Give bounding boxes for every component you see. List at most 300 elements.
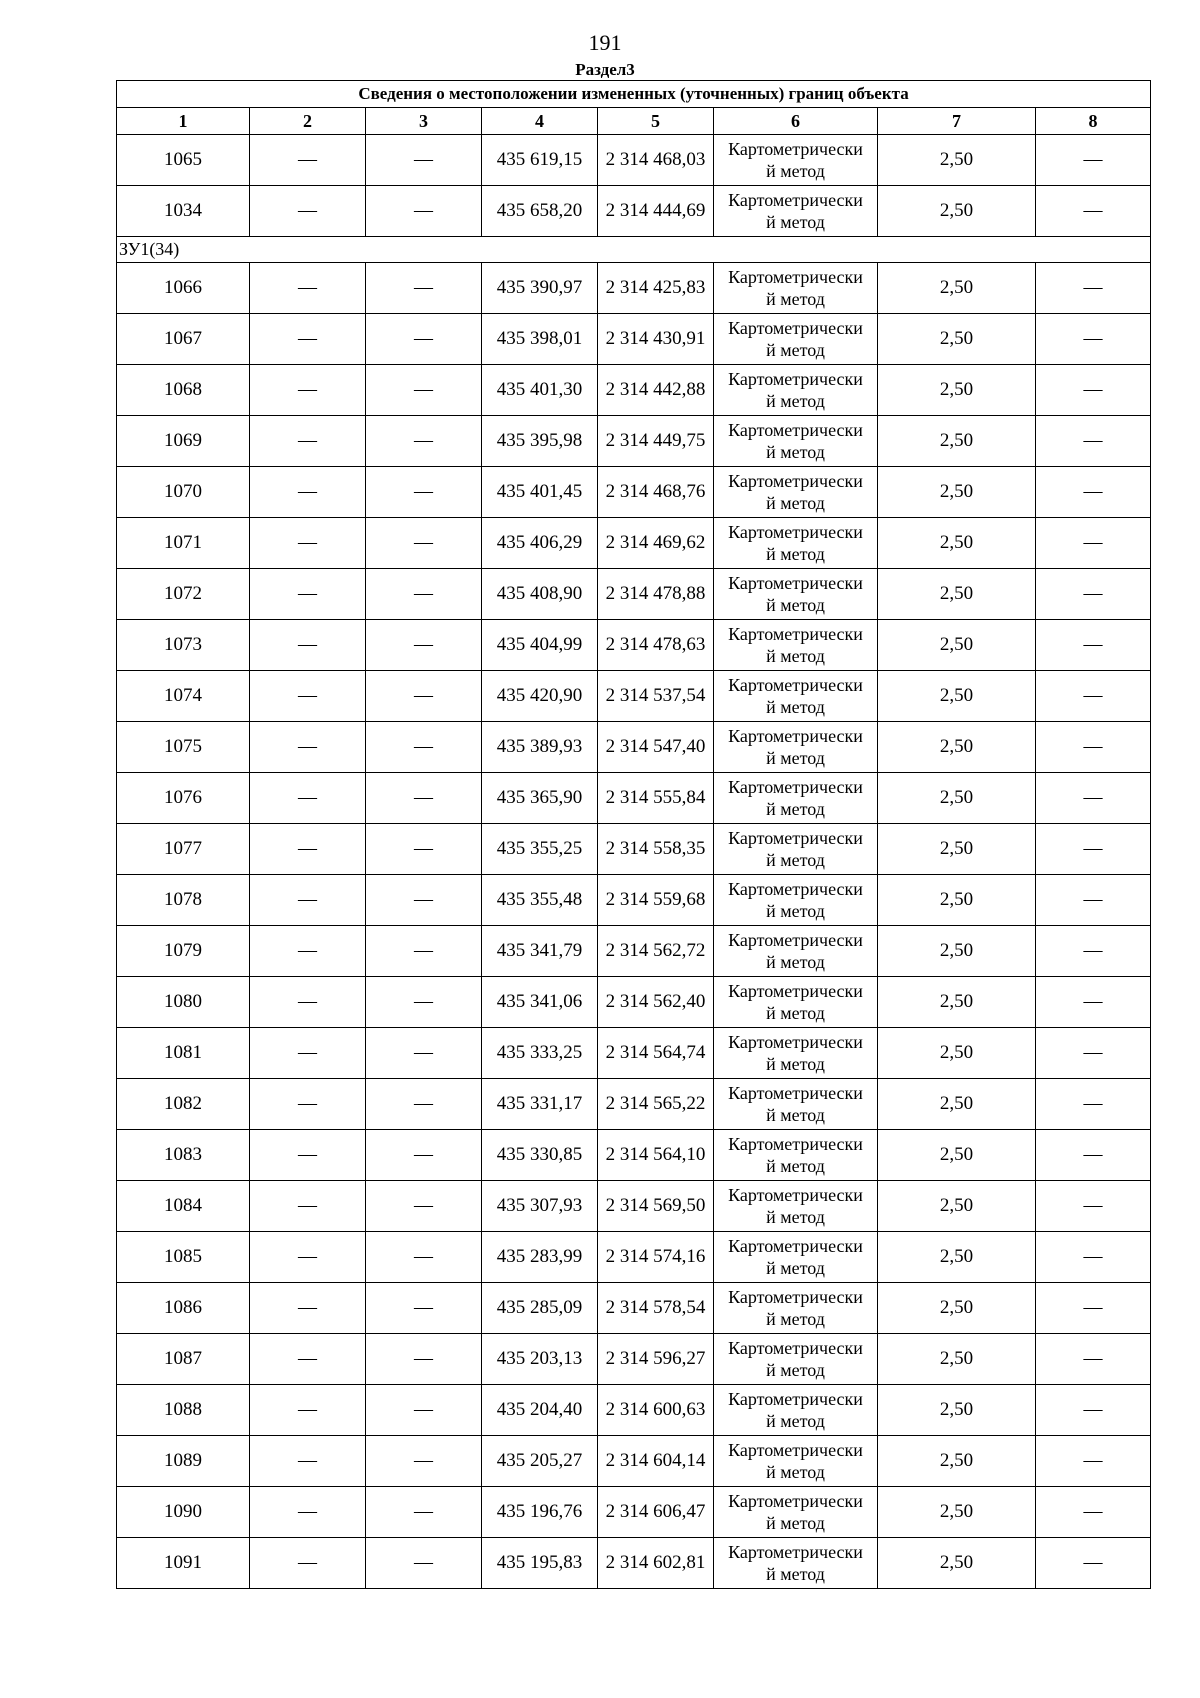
accuracy-cell: 2,50 bbox=[878, 1385, 1036, 1436]
y-coordinate-cell: 2 314 578,54 bbox=[598, 1283, 714, 1334]
y-coordinate-cell: 2 314 569,50 bbox=[598, 1181, 714, 1232]
x-coordinate-cell: 435 395,98 bbox=[482, 416, 598, 467]
method-text-line1: Картометрически bbox=[728, 1542, 863, 1562]
column-3-cell: — bbox=[366, 1079, 482, 1130]
y-coordinate-cell: 2 314 430,91 bbox=[598, 314, 714, 365]
method-cell bbox=[714, 416, 878, 467]
method-text-line1: Картометрически bbox=[728, 1185, 863, 1205]
method-text-line1: Картометрически bbox=[728, 981, 863, 1001]
table-row bbox=[117, 875, 1151, 926]
x-coordinate-cell: 435 401,45 bbox=[482, 467, 598, 518]
column-3-cell: — bbox=[366, 518, 482, 569]
point-number-cell: 1083 bbox=[117, 1130, 250, 1181]
point-number-cell: 1079 bbox=[117, 926, 250, 977]
method-cell bbox=[714, 467, 878, 518]
point-number-cell: 1072 bbox=[117, 569, 250, 620]
method-text-line2: й метод bbox=[766, 1411, 825, 1431]
accuracy-cell: 2,50 bbox=[878, 135, 1036, 186]
page-number: 191 bbox=[588, 30, 622, 55]
x-coordinate-cell: 435 658,20 bbox=[482, 186, 598, 237]
y-coordinate-cell: 2 314 558,35 bbox=[598, 824, 714, 875]
method-cell bbox=[714, 824, 878, 875]
method-text-line1: Картометрически bbox=[728, 1491, 863, 1511]
column-3-cell: — bbox=[366, 824, 482, 875]
method-text-line1: Картометрически bbox=[728, 1083, 863, 1103]
table-row bbox=[117, 773, 1151, 824]
column-2-cell: — bbox=[250, 263, 366, 314]
column-3-cell: — bbox=[366, 977, 482, 1028]
method-text-line2: й метод bbox=[766, 850, 825, 870]
column-2-cell: — bbox=[250, 1487, 366, 1538]
method-cell bbox=[714, 671, 878, 722]
method-cell bbox=[714, 977, 878, 1028]
method-text-line2: й метод bbox=[766, 212, 825, 232]
column-header: 2 bbox=[250, 108, 366, 135]
accuracy-cell: 2,50 bbox=[878, 416, 1036, 467]
point-number-cell: 1065 bbox=[117, 135, 250, 186]
point-number-cell: 1090 bbox=[117, 1487, 250, 1538]
column-2-cell: — bbox=[250, 1232, 366, 1283]
y-coordinate-cell: 2 314 547,40 bbox=[598, 722, 714, 773]
y-coordinate-cell: 2 314 564,74 bbox=[598, 1028, 714, 1079]
column-8-cell: — bbox=[1036, 1436, 1151, 1487]
column-2-cell: — bbox=[250, 1436, 366, 1487]
point-number-cell: 1074 bbox=[117, 671, 250, 722]
point-number-cell: 1073 bbox=[117, 620, 250, 671]
point-number-cell: 1068 bbox=[117, 365, 250, 416]
method-text-line2: й метод bbox=[766, 1462, 825, 1482]
column-3-cell: — bbox=[366, 1334, 482, 1385]
method-text-line2: й метод bbox=[766, 901, 825, 921]
y-coordinate-cell: 2 314 604,14 bbox=[598, 1436, 714, 1487]
column-2-cell: — bbox=[250, 1130, 366, 1181]
column-2-cell: — bbox=[250, 186, 366, 237]
method-cell bbox=[714, 1181, 878, 1232]
boundary-table bbox=[116, 80, 1151, 1589]
column-header: 3 bbox=[366, 108, 482, 135]
column-8-cell: — bbox=[1036, 518, 1151, 569]
column-8-cell: — bbox=[1036, 926, 1151, 977]
column-8-cell: — bbox=[1036, 1232, 1151, 1283]
point-number-cell: 1081 bbox=[117, 1028, 250, 1079]
method-cell bbox=[714, 1130, 878, 1181]
point-number-cell: 1086 bbox=[117, 1283, 250, 1334]
method-text-line1: Картометрически bbox=[728, 267, 863, 287]
method-cell bbox=[714, 1283, 878, 1334]
column-3-cell: — bbox=[366, 1130, 482, 1181]
method-text-line1: Картометрически bbox=[728, 1287, 863, 1307]
y-coordinate-cell: 2 314 565,22 bbox=[598, 1079, 714, 1130]
table-row bbox=[117, 314, 1151, 365]
accuracy-cell: 2,50 bbox=[878, 1283, 1036, 1334]
method-cell bbox=[714, 1334, 878, 1385]
point-number-cell: 1078 bbox=[117, 875, 250, 926]
accuracy-cell: 2,50 bbox=[878, 186, 1036, 237]
method-cell bbox=[714, 1538, 878, 1589]
accuracy-cell: 2,50 bbox=[878, 263, 1036, 314]
column-3-cell: — bbox=[366, 263, 482, 314]
method-text-line2: й метод bbox=[766, 1003, 825, 1023]
accuracy-cell: 2,50 bbox=[878, 722, 1036, 773]
method-text-line1: Картометрически bbox=[728, 624, 863, 644]
column-8-cell: — bbox=[1036, 1283, 1151, 1334]
method-text-line2: й метод bbox=[766, 340, 825, 360]
accuracy-cell: 2,50 bbox=[878, 1232, 1036, 1283]
point-number-cell: 1034 bbox=[117, 186, 250, 237]
column-8-cell: — bbox=[1036, 824, 1151, 875]
column-3-cell: — bbox=[366, 926, 482, 977]
column-3-cell: — bbox=[366, 467, 482, 518]
method-text-line2: й метод bbox=[766, 952, 825, 972]
column-header: 7 bbox=[878, 108, 1036, 135]
column-3-cell: — bbox=[366, 722, 482, 773]
method-cell bbox=[714, 263, 878, 314]
method-text-line1: Картометрически bbox=[728, 879, 863, 899]
accuracy-cell: 2,50 bbox=[878, 1181, 1036, 1232]
x-coordinate-cell: 435 195,83 bbox=[482, 1538, 598, 1589]
point-number-cell: 1080 bbox=[117, 977, 250, 1028]
table-row bbox=[117, 1487, 1151, 1538]
method-cell bbox=[714, 569, 878, 620]
method-cell bbox=[714, 1385, 878, 1436]
accuracy-cell: 2,50 bbox=[878, 671, 1036, 722]
column-3-cell: — bbox=[366, 569, 482, 620]
method-text-line1: Картометрически bbox=[728, 726, 863, 746]
column-8-cell: — bbox=[1036, 569, 1151, 620]
table-row bbox=[117, 135, 1151, 186]
column-2-cell: — bbox=[250, 875, 366, 926]
column-3-cell: — bbox=[366, 1538, 482, 1589]
x-coordinate-cell: 435 203,13 bbox=[482, 1334, 598, 1385]
y-coordinate-cell: 2 314 444,69 bbox=[598, 186, 714, 237]
accuracy-cell: 2,50 bbox=[878, 824, 1036, 875]
column-2-cell: — bbox=[250, 1283, 366, 1334]
method-text-line1: Картометрически bbox=[728, 318, 863, 338]
method-text-line2: й метод bbox=[766, 1513, 825, 1533]
accuracy-cell: 2,50 bbox=[878, 1436, 1036, 1487]
y-coordinate-cell: 2 314 562,40 bbox=[598, 977, 714, 1028]
table-row bbox=[117, 416, 1151, 467]
accuracy-cell: 2,50 bbox=[878, 365, 1036, 416]
column-8-cell: — bbox=[1036, 186, 1151, 237]
y-coordinate-cell: 2 314 555,84 bbox=[598, 773, 714, 824]
table-row bbox=[117, 1181, 1151, 1232]
method-cell bbox=[714, 314, 878, 365]
column-8-cell: — bbox=[1036, 1130, 1151, 1181]
column-8-cell: — bbox=[1036, 1487, 1151, 1538]
y-coordinate-cell: 2 314 602,81 bbox=[598, 1538, 714, 1589]
column-2-cell: — bbox=[250, 467, 366, 518]
x-coordinate-cell: 435 390,97 bbox=[482, 263, 598, 314]
x-coordinate-cell: 435 420,90 bbox=[482, 671, 598, 722]
column-3-cell: — bbox=[366, 186, 482, 237]
method-text-line1: Картометрически bbox=[728, 930, 863, 950]
method-cell bbox=[714, 620, 878, 671]
column-8-cell: — bbox=[1036, 1079, 1151, 1130]
column-2-cell: — bbox=[250, 314, 366, 365]
accuracy-cell: 2,50 bbox=[878, 926, 1036, 977]
method-cell bbox=[714, 875, 878, 926]
column-2-cell: — bbox=[250, 1538, 366, 1589]
column-8-cell: — bbox=[1036, 1028, 1151, 1079]
method-text-line1: Картометрически bbox=[728, 1236, 863, 1256]
table-row bbox=[117, 1079, 1151, 1130]
x-coordinate-cell: 435 408,90 bbox=[482, 569, 598, 620]
point-number-cell: 1088 bbox=[117, 1385, 250, 1436]
method-text-line1: Картометрически bbox=[728, 1440, 863, 1460]
y-coordinate-cell: 2 314 564,10 bbox=[598, 1130, 714, 1181]
method-text-line2: й метод bbox=[766, 799, 825, 819]
method-text-line2: й метод bbox=[766, 544, 825, 564]
point-number-cell: 1067 bbox=[117, 314, 250, 365]
table-caption: Сведения о местоположении измененных (уточненных) границ объекта bbox=[117, 81, 1151, 108]
table-row bbox=[117, 1028, 1151, 1079]
accuracy-cell: 2,50 bbox=[878, 1538, 1036, 1589]
column-8-cell: — bbox=[1036, 365, 1151, 416]
table-row bbox=[117, 977, 1151, 1028]
column-3-cell: — bbox=[366, 875, 482, 926]
column-2-cell: — bbox=[250, 926, 366, 977]
table-row bbox=[117, 722, 1151, 773]
method-cell bbox=[714, 365, 878, 416]
method-text-line2: й метод bbox=[766, 1207, 825, 1227]
table-row bbox=[117, 569, 1151, 620]
table-row bbox=[117, 467, 1151, 518]
method-text-line2: й метод bbox=[766, 161, 825, 181]
column-3-cell: — bbox=[366, 314, 482, 365]
method-text-line2: й метод bbox=[766, 1156, 825, 1176]
method-cell bbox=[714, 1487, 878, 1538]
y-coordinate-cell: 2 314 559,68 bbox=[598, 875, 714, 926]
method-text-line1: Картометрически bbox=[728, 675, 863, 695]
column-header: 5 bbox=[598, 108, 714, 135]
column-8-cell: — bbox=[1036, 314, 1151, 365]
column-2-cell: — bbox=[250, 620, 366, 671]
x-coordinate-cell: 435 341,79 bbox=[482, 926, 598, 977]
column-8-cell: — bbox=[1036, 773, 1151, 824]
method-text-line1: Картометрически bbox=[728, 777, 863, 797]
column-2-cell: — bbox=[250, 135, 366, 186]
column-3-cell: — bbox=[366, 1181, 482, 1232]
column-2-cell: — bbox=[250, 1385, 366, 1436]
column-3-cell: — bbox=[366, 1232, 482, 1283]
column-3-cell: — bbox=[366, 1283, 482, 1334]
method-cell bbox=[714, 722, 878, 773]
x-coordinate-cell: 435 285,09 bbox=[482, 1283, 598, 1334]
x-coordinate-cell: 435 355,48 bbox=[482, 875, 598, 926]
table-row bbox=[117, 1436, 1151, 1487]
table-row bbox=[117, 620, 1151, 671]
x-coordinate-cell: 435 355,25 bbox=[482, 824, 598, 875]
accuracy-cell: 2,50 bbox=[878, 467, 1036, 518]
table-row bbox=[117, 1385, 1151, 1436]
column-3-cell: — bbox=[366, 773, 482, 824]
y-coordinate-cell: 2 314 600,63 bbox=[598, 1385, 714, 1436]
method-text-line1: Картометрически bbox=[728, 369, 863, 389]
table-row bbox=[117, 671, 1151, 722]
point-number-cell: 1075 bbox=[117, 722, 250, 773]
column-8-cell: — bbox=[1036, 135, 1151, 186]
point-number-cell: 1091 bbox=[117, 1538, 250, 1589]
table-row bbox=[117, 926, 1151, 977]
x-coordinate-cell: 435 204,40 bbox=[482, 1385, 598, 1436]
x-coordinate-cell: 435 330,85 bbox=[482, 1130, 598, 1181]
method-text-line2: й метод bbox=[766, 748, 825, 768]
y-coordinate-cell: 2 314 606,47 bbox=[598, 1487, 714, 1538]
group-label: ЗУ1(34) bbox=[117, 237, 1151, 263]
accuracy-cell: 2,50 bbox=[878, 620, 1036, 671]
table-row bbox=[117, 1130, 1151, 1181]
accuracy-cell: 2,50 bbox=[878, 569, 1036, 620]
column-2-cell: — bbox=[250, 1334, 366, 1385]
point-number-cell: 1069 bbox=[117, 416, 250, 467]
point-number-cell: 1082 bbox=[117, 1079, 250, 1130]
method-text-line1: Картометрически bbox=[728, 190, 863, 210]
x-coordinate-cell: 435 365,90 bbox=[482, 773, 598, 824]
column-header-row bbox=[117, 108, 1151, 135]
column-2-cell: — bbox=[250, 773, 366, 824]
x-coordinate-cell: 435 331,17 bbox=[482, 1079, 598, 1130]
x-coordinate-cell: 435 389,93 bbox=[482, 722, 598, 773]
column-8-cell: — bbox=[1036, 1385, 1151, 1436]
column-3-cell: — bbox=[366, 671, 482, 722]
x-coordinate-cell: 435 619,15 bbox=[482, 135, 598, 186]
y-coordinate-cell: 2 314 468,03 bbox=[598, 135, 714, 186]
point-number-cell: 1071 bbox=[117, 518, 250, 569]
column-2-cell: — bbox=[250, 824, 366, 875]
method-text-line2: й метод bbox=[766, 442, 825, 462]
point-number-cell: 1077 bbox=[117, 824, 250, 875]
table-row bbox=[117, 824, 1151, 875]
method-cell bbox=[714, 926, 878, 977]
x-coordinate-cell: 435 401,30 bbox=[482, 365, 598, 416]
point-number-cell: 1087 bbox=[117, 1334, 250, 1385]
method-text-line1: Картометрически bbox=[728, 420, 863, 440]
method-text-line2: й метод bbox=[766, 1258, 825, 1278]
method-text-line1: Картометрически bbox=[728, 1389, 863, 1409]
y-coordinate-cell: 2 314 596,27 bbox=[598, 1334, 714, 1385]
column-8-cell: — bbox=[1036, 1538, 1151, 1589]
method-text-line1: Картометрически bbox=[728, 573, 863, 593]
y-coordinate-cell: 2 314 562,72 bbox=[598, 926, 714, 977]
column-3-cell: — bbox=[366, 365, 482, 416]
column-3-cell: — bbox=[366, 620, 482, 671]
table-row bbox=[117, 365, 1151, 416]
column-2-cell: — bbox=[250, 671, 366, 722]
method-cell bbox=[714, 1232, 878, 1283]
method-text-line2: й метод bbox=[766, 391, 825, 411]
y-coordinate-cell: 2 314 537,54 bbox=[598, 671, 714, 722]
method-text-line2: й метод bbox=[766, 697, 825, 717]
method-cell bbox=[714, 773, 878, 824]
accuracy-cell: 2,50 bbox=[878, 875, 1036, 926]
column-3-cell: — bbox=[366, 1028, 482, 1079]
table-row bbox=[117, 1232, 1151, 1283]
x-coordinate-cell: 435 196,76 bbox=[482, 1487, 598, 1538]
method-text-line2: й метод bbox=[766, 646, 825, 666]
column-3-cell: — bbox=[366, 1436, 482, 1487]
method-text-line1: Картометрически bbox=[728, 471, 863, 491]
table-row bbox=[117, 186, 1151, 237]
x-coordinate-cell: 435 333,25 bbox=[482, 1028, 598, 1079]
method-text-line2: й метод bbox=[766, 1054, 825, 1074]
method-cell bbox=[714, 518, 878, 569]
accuracy-cell: 2,50 bbox=[878, 1334, 1036, 1385]
table-row bbox=[117, 1283, 1151, 1334]
method-text-line1: Картометрически bbox=[728, 139, 863, 159]
method-cell bbox=[714, 186, 878, 237]
method-text-line1: Картометрически bbox=[728, 828, 863, 848]
method-cell bbox=[714, 1079, 878, 1130]
method-text-line1: Картометрически bbox=[728, 1032, 863, 1052]
column-8-cell: — bbox=[1036, 671, 1151, 722]
method-text-line2: й метод bbox=[766, 1309, 825, 1329]
table-row bbox=[117, 1538, 1151, 1589]
column-8-cell: — bbox=[1036, 977, 1151, 1028]
accuracy-cell: 2,50 bbox=[878, 977, 1036, 1028]
column-2-cell: — bbox=[250, 1079, 366, 1130]
table-row bbox=[117, 263, 1151, 314]
y-coordinate-cell: 2 314 574,16 bbox=[598, 1232, 714, 1283]
group-label-row bbox=[117, 237, 1151, 263]
x-coordinate-cell: 435 283,99 bbox=[482, 1232, 598, 1283]
accuracy-cell: 2,50 bbox=[878, 518, 1036, 569]
method-cell bbox=[714, 1028, 878, 1079]
column-3-cell: — bbox=[366, 135, 482, 186]
method-text-line2: й метод bbox=[766, 595, 825, 615]
method-cell bbox=[714, 1436, 878, 1487]
column-2-cell: — bbox=[250, 569, 366, 620]
method-text-line2: й метод bbox=[766, 1105, 825, 1125]
x-coordinate-cell: 435 406,29 bbox=[482, 518, 598, 569]
column-8-cell: — bbox=[1036, 1334, 1151, 1385]
table-row bbox=[117, 1334, 1151, 1385]
y-coordinate-cell: 2 314 449,75 bbox=[598, 416, 714, 467]
column-header: 6 bbox=[714, 108, 878, 135]
accuracy-cell: 2,50 bbox=[878, 1130, 1036, 1181]
column-3-cell: — bbox=[366, 1385, 482, 1436]
point-number-cell: 1076 bbox=[117, 773, 250, 824]
method-text-line2: й метод bbox=[766, 1360, 825, 1380]
table-body bbox=[117, 135, 1151, 1589]
column-8-cell: — bbox=[1036, 620, 1151, 671]
point-number-cell: 1066 bbox=[117, 263, 250, 314]
column-2-cell: — bbox=[250, 365, 366, 416]
method-text-line2: й метод bbox=[766, 1564, 825, 1584]
x-coordinate-cell: 435 398,01 bbox=[482, 314, 598, 365]
point-number-cell: 1070 bbox=[117, 467, 250, 518]
column-2-cell: — bbox=[250, 416, 366, 467]
method-text-line2: й метод bbox=[766, 493, 825, 513]
section-title: Раздел3 bbox=[575, 60, 635, 79]
column-header: 4 bbox=[482, 108, 598, 135]
column-2-cell: — bbox=[250, 1181, 366, 1232]
column-8-cell: — bbox=[1036, 416, 1151, 467]
accuracy-cell: 2,50 bbox=[878, 1487, 1036, 1538]
column-8-cell: — bbox=[1036, 1181, 1151, 1232]
column-8-cell: — bbox=[1036, 875, 1151, 926]
column-2-cell: — bbox=[250, 977, 366, 1028]
column-3-cell: — bbox=[366, 1487, 482, 1538]
column-header: 8 bbox=[1036, 108, 1151, 135]
accuracy-cell: 2,50 bbox=[878, 1028, 1036, 1079]
method-text-line1: Картометрически bbox=[728, 1134, 863, 1154]
y-coordinate-cell: 2 314 478,88 bbox=[598, 569, 714, 620]
column-8-cell: — bbox=[1036, 467, 1151, 518]
y-coordinate-cell: 2 314 478,63 bbox=[598, 620, 714, 671]
method-cell bbox=[714, 135, 878, 186]
accuracy-cell: 2,50 bbox=[878, 314, 1036, 365]
